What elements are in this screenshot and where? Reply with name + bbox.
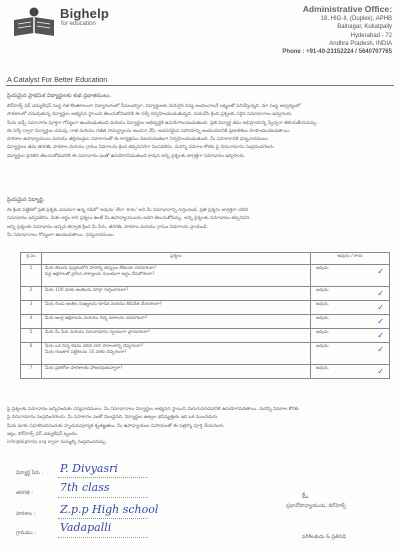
question-text: మీరు మీ పేరు మరియు చిరునామాను స్వయంగా వ్రాయగలరా? [45,330,151,335]
address-line: Balnagar, Kukatpally [337,24,392,31]
school-field[interactable]: Z.p.p High school [60,503,159,516]
answer-cell[interactable] [311,265,390,287]
closing-line: పై చిరునామాను సంప్రదించగలరు. మీ సహకారం ఎంతో విలువైనది. విద్యార్థుల ఉజ్వల భవిష్యత్తుకు ఇది ఒక ముందడుగు. [7,415,219,421]
class-underline [58,497,148,498]
question-text: మీరు 100 వరకు అంకెలను సరిగ్గా గుర్తించగలరా? [45,288,129,293]
question-text: మీరు ఒక చిన్న కథను చదివి దాని సారాంశాన్ని చెప్పగలరా? [45,344,144,349]
signature-mark-icon: ఓ [302,491,308,500]
row-number: 5 [21,329,42,343]
checkmark-icon: ✓ [377,317,384,326]
answer-cell[interactable] [311,329,390,343]
class-field[interactable]: 7th class [60,481,110,494]
class-label: తరగతి : [16,490,33,496]
column-header-question: ప్రశ్నలు [42,253,311,265]
answer-cell[interactable] [311,343,390,365]
column-header-number: క్ర.సం [21,253,42,265]
intro-line: ఈ సర్వే ద్వారా విద్యార్థుల చదువు, రాత మరియు గణిత సామర్థ్యాలను అంచనా వేసి, అవసరమైన సహాయాన్ని అందించడానికి ప్రణాళికలు రూపొందించబడతాయి. [7,128,291,134]
school-label: పాఠశాల : [16,511,36,517]
village-field[interactable]: Vadapalli [60,521,112,534]
row-number: 7 [21,365,42,379]
question-text: మీరు గుణకార పట్టికలను 10 వరకు చెప్పగలరా? [45,350,127,355]
question-cell [42,343,311,365]
closing-paragraph [7,406,392,447]
question-text: మీరు రెండు అంకెల సంఖ్యలను కూడిక మరియు తీసివేత చేయగలరా? [45,302,162,307]
instruction-line: అన్ని ప్రశ్నలకు సమాధానం ఇచ్చిన తర్వాత క్రింద మీ పేరు, తరగతి, పాఠశాల మరియు గ్రామం వివరాలను వ్రాయండి. [7,224,208,230]
intro-line: పాఠశాల ఉపాధ్యాయులు మరియు తల్లిదండ్రుల సహకారంతో ఈ కార్యక్రమం విజయవంతంగా నిర్వహించబడుతుంది. మీ సహకారానికి ధన్యవాదములు. [7,137,270,143]
table-row [21,365,390,379]
name-underline [58,477,148,478]
answer-label: అవును [316,266,329,271]
question-text: మీరు తెలుగు పుస్తకంలోని పాఠాన్ని తప్పులు లేకుండా చదవగలరా? [45,266,157,271]
signatory-role: ప్రధానోపాధ్యాయుడు, బిగ్‌హెల్ప్ [286,503,346,509]
school-underline [58,518,148,519]
row-number: 1 [21,265,42,287]
answer-label: అవును [316,316,329,321]
village-underline [58,537,148,538]
question-cell [42,301,311,315]
table-row [21,329,390,343]
intro-line: మీరు ఇచ్చే సమాచారం పూర్తిగా గోప్యంగా ఉంచబడుతుంది మరియు విద్యార్థుల అభివృద్ధికి ఉపయోగించబడుతుంది. ప్రతి విద్యార్థి తమ అభిప్రాయాన్ని స్వేచ్ఛగా తెలియజేయవచ్చు. [7,120,318,126]
question-text: మీరు ప్రతిరోజు పాఠశాలకు హాజరవుతున్నారా? [45,366,123,371]
answer-label: అవును [316,330,329,335]
answer-label: అవును [316,302,329,307]
closing-line: మీరు మాకు సహకరించినందుకు హృదయపూర్వక కృతజ్ఞతలు. మీ ఉపాధ్యాయుల సహాయంతో ఈ పత్రాన్ని పూర్తి చేయగలరు. [7,423,225,429]
checkmark-icon: ✓ [377,367,384,376]
answer-cell[interactable] [311,315,390,329]
intro-line: బిగ్‌హెల్ప్ ఫర్ ఎడ్యుకేషన్ సంస్థ గత కొంతకాలంగా విద్యారంగంలో సేవలందిస్తూ, విద్యార్థులకు మెరుగైన విద్య అందించాలనే లక్ష్యంతో పనిచేస్తున్నది. మా సంస్థ ఆధ్వర్యంలో [7,104,301,109]
greeting: ప్రియమైన ప్రాథమిక విద్యార్థులకు శుభ ప్రభాతములు, [7,93,112,99]
row-number: 4 [21,315,42,329]
intro-paragraph [7,103,392,161]
closing-line: పై ప్రశ్నలకు సమాధానం ఇచ్చినందుకు ధన్యవాదములు. మీ సమాధానాలు విద్యార్థుల అభ్యసన స్థాయిని మెరుగుపరచడానికి ఉపయోగపడతాయి. మరిన్ని వివరాల కొరకు [7,407,299,412]
address-line: 18, HIG-II, (Duplex), APHB [320,16,392,23]
table-row [21,287,390,301]
checkmark-icon: ✓ [377,289,384,298]
instructions-heading: ప్రియమైన విద్యార్థి, [7,197,45,203]
column-header-answer: అవును / కాదు [311,253,390,265]
checkmark-icon: ✓ [377,331,384,340]
bighelp-logo-icon [8,6,60,40]
answer-label: అవును [316,288,329,293]
answer-label: అవును [316,344,329,349]
intro-line: విద్యార్థులు తమ తరగతి, పాఠశాల మరియు గ్రామం వివరాలను క్రింద తప్పనిసరిగా నింపవలెను. మరిన్ని వివరాల కొరకు పై చిరునామాను సంప్రదించగలరు. [7,145,276,151]
row-number: 2 [21,287,42,301]
question-cell [42,265,311,287]
question-text: మీరు ఆంగ్ల అక్షరాలను మరియు చిన్న పదాలను చదవగలరా? [45,316,148,321]
checkmark-icon: ✓ [377,345,384,354]
header-divider [6,85,394,86]
intro-line: పాఠశాలలో చదువుతున్న విద్యార్థుల అభ్యసన స్థాయిని తెలుసుకోవడానికి ఈ సర్వే నిర్వహించబడుతున్నది. దయచేసి క్రింది ప్రశ్నలకు సరైన సమాధానాలు ఇవ్వగలరు. [7,112,293,118]
tagline: A Catalyst For Better Education [7,75,108,84]
office-title: Administrative Office: [302,4,392,14]
table-row [21,301,390,315]
survey-table [20,252,390,379]
question-cell [42,315,311,329]
signatory-bottom-label: పరిశీలకుడు & ప్రతినిధి [301,534,346,540]
instruction-line: మీ సమాధానాలు గోప్యంగా ఉంచబడతాయి. ధన్యవాదములు. [7,232,116,238]
table-row [21,265,390,287]
closing-line: ఇట్లు, బిగ్‌హెల్ప్ ఫర్ ఎడ్యుకేషన్ బృందం. [7,431,79,437]
intro-line: విద్యార్థుల ప్రగతిని తెలుసుకోవడానికి ఈ సమాచారం ఎంతో ఉపయోగపడుతుంది కావున అన్ని ప్రశ్నలకు జాగ్రత్తగా సమాధానం ఇవ్వగలరు. [7,153,246,159]
checkmark-icon: ✓ [377,267,384,276]
row-number: 3 [21,301,42,315]
table-header-row [21,253,390,265]
instructions-paragraph [7,207,392,240]
checkmark-icon: ✓ [377,303,384,312]
brand-name: Bighelp [60,6,110,21]
office-phone: Phone : +91-40-23152224 / 5640707765 [282,49,392,56]
address-line: Hyderabad - 72 [350,32,392,39]
answer-cell[interactable] [311,301,390,315]
table-row [21,315,390,329]
question-text: పెద్ద అక్షరాలతో వ్రాసిన వాక్యాలను సులభంగా అర్థం చేసుకోగలరా? [45,272,155,277]
row-number: 6 [21,343,42,365]
answer-cell[interactable] [311,365,390,379]
instruction-line: ఈ క్రింది పట్టికలో ప్రతి ప్రశ్నకు ఎదురుగా ఉన్న గడిలో 'అవును' లేదా 'కాదు' అని మీ సమాధానాన్ని గుర్తించండి. ప్రతి ప్రశ్నను జాగ్రత్తగా చదివి [7,208,249,213]
office-address [282,5,392,56]
question-cell [42,365,311,379]
brand-subtitle: for education [61,21,96,27]
instruction-line: సమాధానం ఇవ్వవలెను. మీకు అర్థం కాని ప్రశ్నలు ఉంటే మీ ఉపాధ్యాయులను అడిగి తెలుసుకోవచ్చు. అన్ని ప్రశ్నలకు సమాధానం తప్పనిసరి. [7,216,251,222]
table-row [21,343,390,365]
name-field[interactable]: P. Divyasri [60,462,118,475]
closing-email: info@bighelp.org ద్వారా మమ్మల్ని సంప్రదించవచ్చు. [7,440,107,446]
name-label: విద్యార్థి పేరు : [16,470,44,476]
village-label: గ్రామము : [16,530,37,536]
question-cell [42,329,311,343]
answer-cell[interactable] [311,287,390,301]
question-cell [42,287,311,301]
answer-label: అవును [316,366,329,371]
address-line: Andhra Pradesh, INDIA [329,40,392,47]
